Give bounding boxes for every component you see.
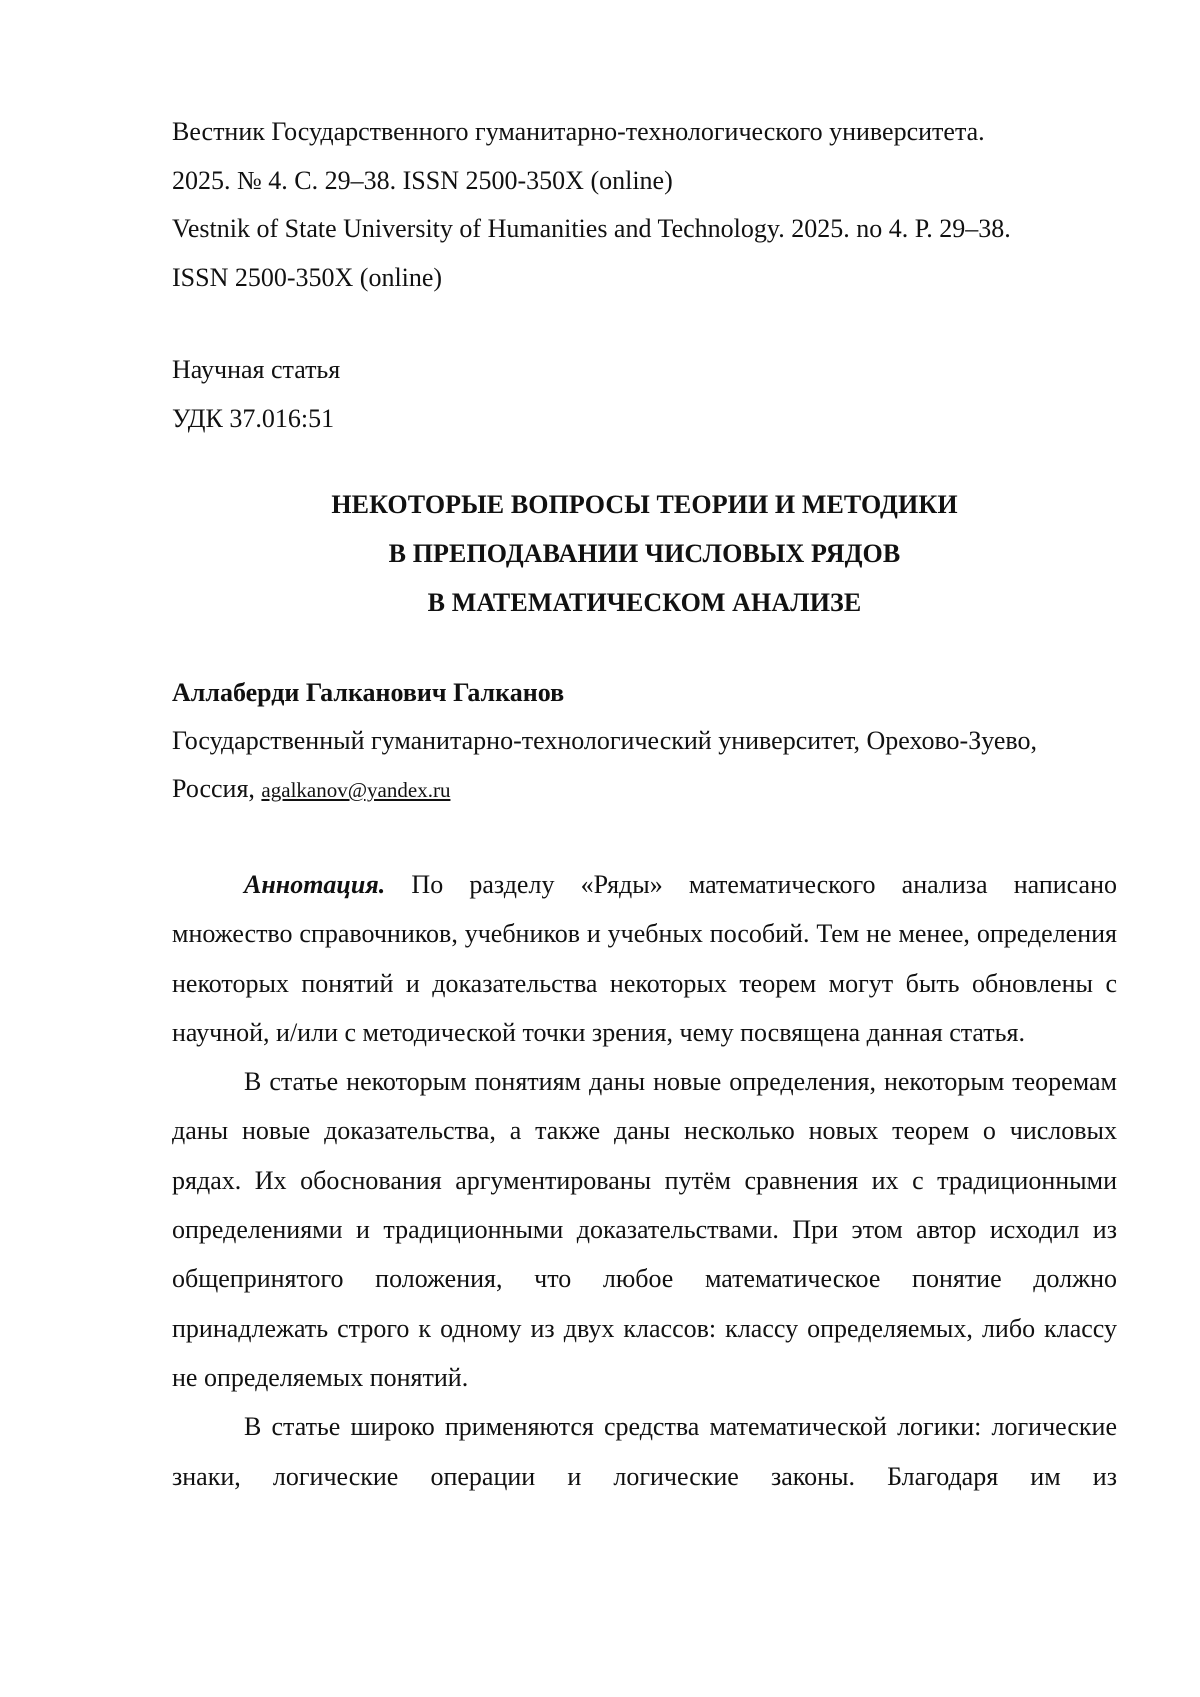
abstract-paragraph-3: В статье широко применяются средства математической логики: логические знаки, логические операции и логические законы. Благодаря им из	[172, 1412, 1117, 1491]
title-line-2: В ПРЕПОДАВАНИИ ЧИСЛОВЫХ РЯДОВ	[388, 539, 901, 568]
abstract-label: Аннотация.	[244, 870, 386, 899]
article-type: Научная статья	[172, 355, 341, 384]
title-line-1: НЕКОТОРЫЕ ВОПРОСЫ ТЕОРИИ И МЕТОДИКИ	[331, 490, 958, 519]
title-line-3: В МАТЕМАТИЧЕСКОМ АНАЛИЗЕ	[427, 588, 862, 617]
abstract-paragraph-2: В статье некоторым понятиям даны новые определения, некоторым теоремам даны новые доказательства, а также даны несколько новых теорем о числовых рядах. Их обоснования аргументированы путём сравнения их с традиционными определениями и традиционными доказательствами. При этом автор исходил из общепринятого положения, что любое математическое понятие должно принадлежать строго к одному из двух классов: классу определяемых, либо классу не определяемых понятий.	[172, 1067, 1117, 1392]
udc-code: УДК 37.016:51	[172, 404, 335, 433]
author-country-line	[172, 765, 1117, 814]
author-name: Аллаберди Галканович Галканов	[172, 678, 565, 707]
abstract-paragraph-1	[172, 860, 1117, 1057]
author-country: Россия,	[172, 774, 255, 803]
article-title	[172, 480, 1117, 627]
journal-issn-en: ISSN 2500-350X (online)	[172, 262, 443, 292]
journal-issue-ru: 2025. № 4. С. 29–38. ISSN 2500-350X (online)	[172, 165, 673, 195]
journal-citation	[172, 108, 1117, 302]
paper-page	[172, 108, 1117, 1501]
journal-line-en: Vestnik of State University of Humanities and Technology. 2025. no 4. P. 29–38.	[172, 214, 1011, 243]
journal-line-ru: Вестник Государственного гуманитарно-технологического университета.	[172, 117, 985, 146]
author-affiliation: Государственный гуманитарно-технологический университет, Орехово-Зуево,	[172, 726, 1038, 755]
abstract-text-1: По разделу «Ряды» математического анализа написано множество справочников, учебников и учебных пособий. Тем не менее, определения некоторых понятий и доказательства некоторых теорем могут быть обновлены с научной, и/или с методической точки зрения, чему посвящена данная статья.	[172, 870, 1117, 1047]
author-email-link[interactable]: agalkanov@yandex.ru	[261, 778, 451, 802]
